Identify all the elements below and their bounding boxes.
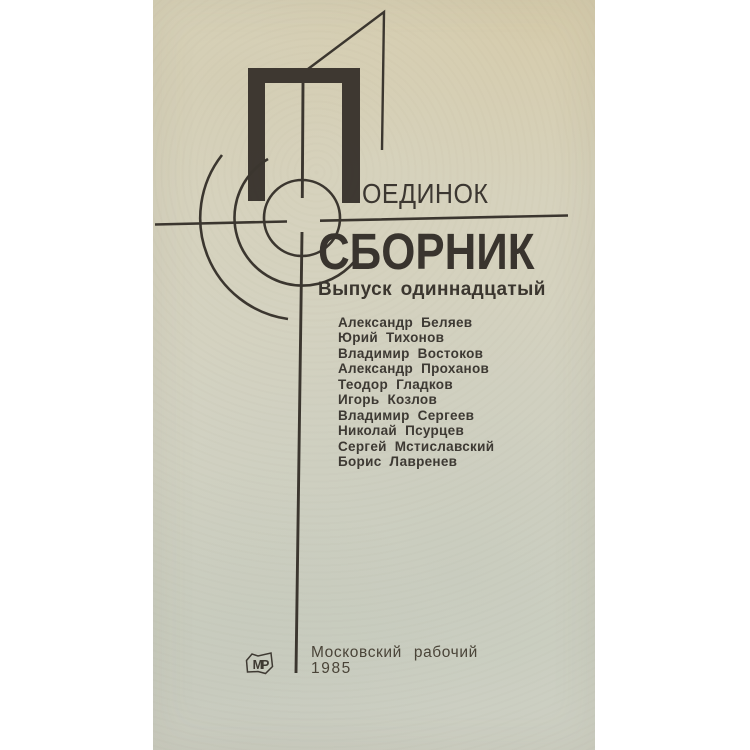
author-name: Александр Проханов <box>338 361 490 377</box>
publisher-logo-icon <box>245 651 275 678</box>
author-name: Теодор Гладков <box>338 376 453 392</box>
author-name: Николай Псурцев <box>338 423 465 439</box>
author-name: Юрий Тихонов <box>338 330 445 346</box>
publication-year: 1985 <box>311 659 352 677</box>
author-name: Владимир Востоков <box>338 345 484 361</box>
publisher-name: Московский рабочий <box>311 644 478 661</box>
author-name: Александр Беляев <box>338 315 473 330</box>
publisher-logo-monogram: МР <box>252 658 268 672</box>
imprint-block <box>311 645 478 677</box>
authors-list <box>338 315 494 470</box>
series-title-rest: ОЕДИНОК <box>362 178 489 209</box>
issue-label: Выпуск одиннадцатый <box>318 279 546 300</box>
crosshair-outer-arc <box>200 155 288 319</box>
author-name: Сергей Мстиславский <box>338 438 495 454</box>
collection-title: СБОРНИК <box>318 223 535 280</box>
author-name: Игорь Козлов <box>338 392 438 408</box>
author-name: Владимир Сергеев <box>338 407 475 423</box>
author-name: Борис Лавренев <box>338 454 458 470</box>
crosshair-vertical-line <box>296 83 303 673</box>
book-page-photo <box>153 0 595 750</box>
